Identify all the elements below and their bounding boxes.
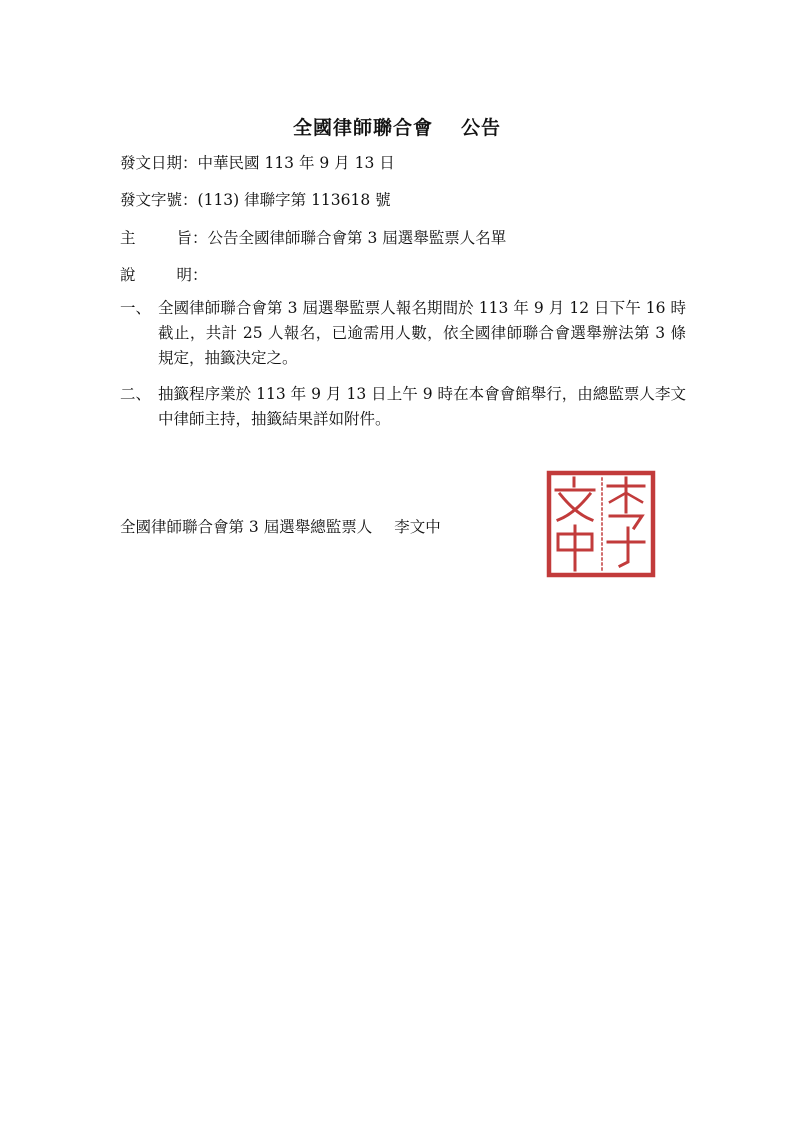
explanation-item-1	[120, 296, 686, 371]
item-number: 二、	[120, 385, 152, 403]
date-line: 發文日期：中華民國 113 年 9 月 13 日	[120, 154, 395, 172]
page-title	[0, 113, 794, 140]
seal-stamp-icon	[546, 470, 656, 578]
item-text: 全國律師聯合會第 3 屆選舉監票人報名期間於 113 年 9 月 12 日下午 16 時截止，共計 25 人報名，已逾需用人數，依全國律師聯合會選舉辦法第 3 條規定，抽籤決定之。	[158, 299, 686, 367]
subject-label: 主 旨	[120, 229, 192, 247]
subject-value: 公告全國律師聯合會第 3 屆選舉監票人名單	[207, 229, 507, 247]
subject-line: 主 旨：公告全國律師聯合會第 3 屆選舉監票人名單	[120, 226, 506, 250]
reference-label: 發文字號	[120, 191, 183, 209]
item-number: 一、	[120, 299, 152, 317]
signer-name: 李文中	[394, 518, 441, 536]
explanation-heading: 說 明：	[120, 263, 208, 287]
title-main: 全國律師聯合會	[292, 117, 433, 139]
reference-line: 發文字號：(113) 律聯字第 113618 號	[120, 191, 391, 209]
explanation-item-2	[120, 382, 686, 432]
explanation-label: 說 明	[120, 266, 192, 284]
reference-value: (113) 律聯字第 113618 號	[197, 191, 391, 209]
date-value: 中華民國 113 年 9 月 13 日	[197, 154, 395, 172]
date-label: 發文日期	[120, 154, 183, 172]
title-suffix: 公告	[461, 117, 502, 139]
item-text: 抽籤程序業於 113 年 9 月 13 日上午 9 時在本會會館舉行，由總監票人李文中律師主持，抽籤結果詳如附件。	[158, 385, 686, 428]
signer-title: 全國律師聯合會第 3 屆選舉總監票人	[120, 518, 373, 536]
signature-line	[120, 515, 441, 539]
